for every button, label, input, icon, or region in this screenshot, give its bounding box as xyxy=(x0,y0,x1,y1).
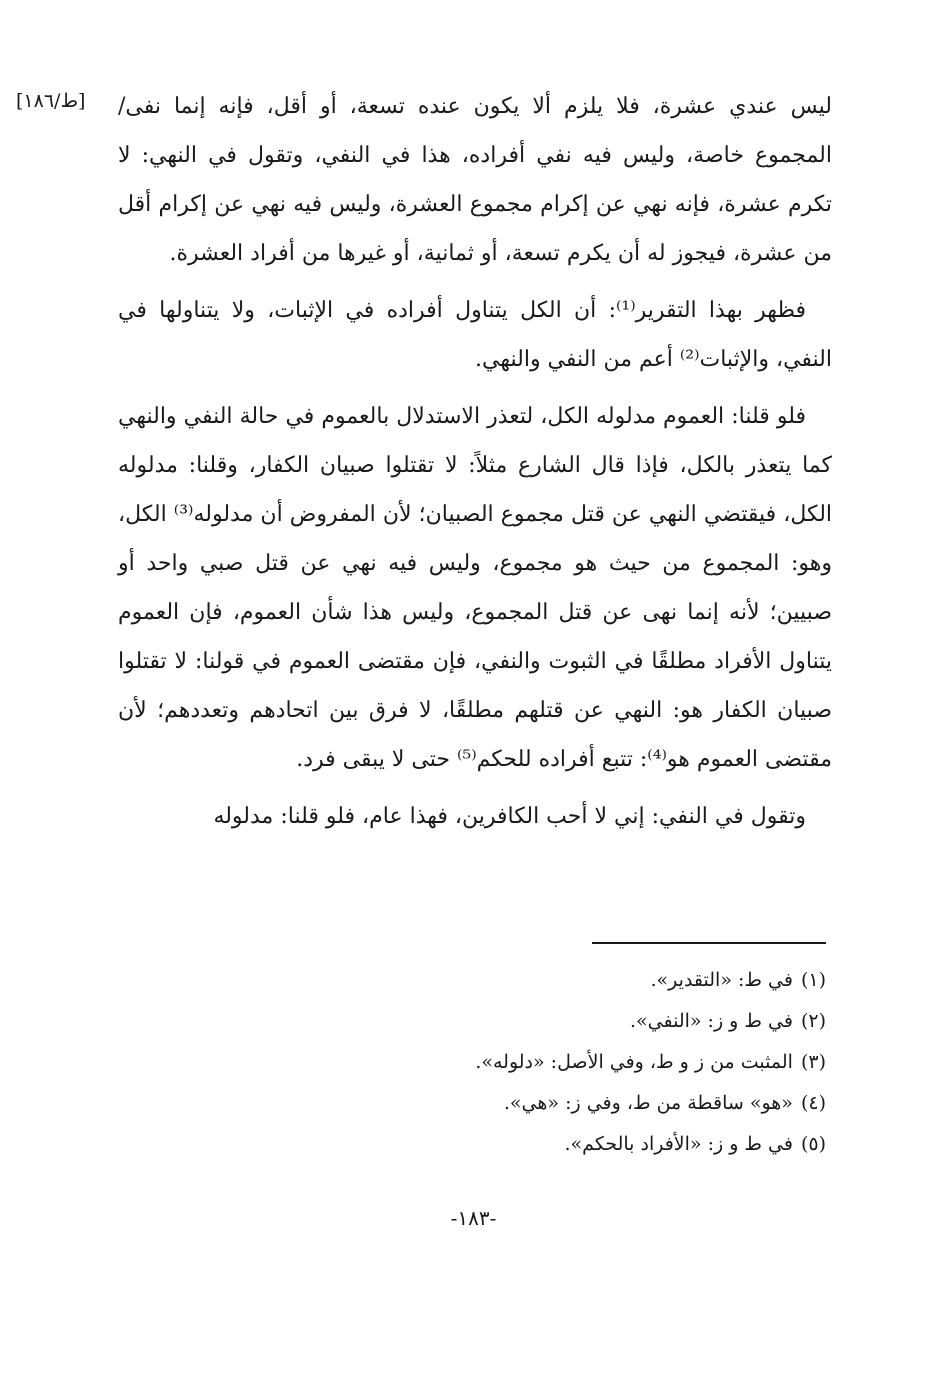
footnote-text: «هو» ساقطة من ط، وفي ز: «هي». xyxy=(503,1092,793,1114)
footnote-number: (٣) xyxy=(800,1051,826,1073)
paragraph-1: ليس عندي عشرة، فلا يلزم ألا يكون عنده تسعة، أو أقل، فإنه إنما نفى/ المجموع خاصة، وليس فيه نفي أفراده، هذا في النفي، وتقول في النهي: لا تكرم عشرة، فإنه نهي عن إكرام مجموع العشرة، وليس فيه نهي عن إكرام أقل من عشرة، فيجوز له أن يكرم تسعة، أو ثمانية، أو غيرها من أفراد العشرة. xyxy=(118,94,832,266)
footnote-text: في ط و ز: «النفي». xyxy=(629,1010,793,1032)
footnote xyxy=(300,1001,826,1042)
paragraph-2: فظهر بهذا التقرير⁽¹⁾: أن الكل يتناول أفراده في الإثبات، ولا يتناولها في النفي، والإثبات⁽²⁾ أعم من النفي والنهي. xyxy=(118,298,832,372)
footnote xyxy=(300,1042,826,1083)
footnote-number: (٤) xyxy=(800,1092,826,1114)
page-number: -١٨٣- xyxy=(450,1206,497,1230)
footnote-number: (١) xyxy=(800,969,826,991)
footnote-separator xyxy=(592,942,826,944)
margin-reference: [ط/١٨٦] xyxy=(16,90,86,112)
footnote-text: في ط: «التقدير». xyxy=(650,969,793,991)
footnote-number: (٢) xyxy=(800,1010,826,1032)
footnote xyxy=(300,1124,826,1165)
paragraph-4: وتقول في النفي: إني لا أحب الكافرين، فهذا عام، فلو قلنا: مدلوله xyxy=(213,804,806,829)
main-text xyxy=(118,82,832,841)
footnote-number: (٥) xyxy=(800,1133,826,1155)
footnote xyxy=(300,960,826,1001)
footnote-text: المثبت من ز و ط، وفي الأصل: «دلوله». xyxy=(475,1051,793,1073)
footnote-text: في ط و ز: «الأفراد بالحكم». xyxy=(564,1133,793,1155)
paragraph-3: فلو قلنا: العموم مدلوله الكل، لتعذر الاستدلال بالعموم في حالة النفي والنهي كما يتعذر بالكل، فإذا قال الشارع مثلاً: لا تقتلوا صبيان الكفار، وقلنا: مدلوله الكل، فيقتضي النهي عن قتل مجموع الصبيان؛ لأن المفروض أن مدلوله⁽³⁾ الكل، وهو: المجموع من حيث هو مجموع، وليس فيه نهي عن قتل صبي واحد أو صبيين؛ لأنه إنما نهى عن قتل المجموع، وليس هذا شأن العموم، فإن العموم يتناول الأفراد مطلقًا في الثبوت والنفي، فإن مقتضى العموم في قولنا: لا تقتلوا صبيان الكفار هو: النهي عن قتلهم مطلقًا، لا فرق بين اتحادهم وتعددهم؛ لأن مقتضى العموم هو⁽⁴⁾: تتبع أفراده للحكم⁽⁵⁾ حتى لا يبقى فرد. xyxy=(118,404,833,772)
footnote xyxy=(300,1083,826,1124)
footnotes xyxy=(300,960,826,1165)
